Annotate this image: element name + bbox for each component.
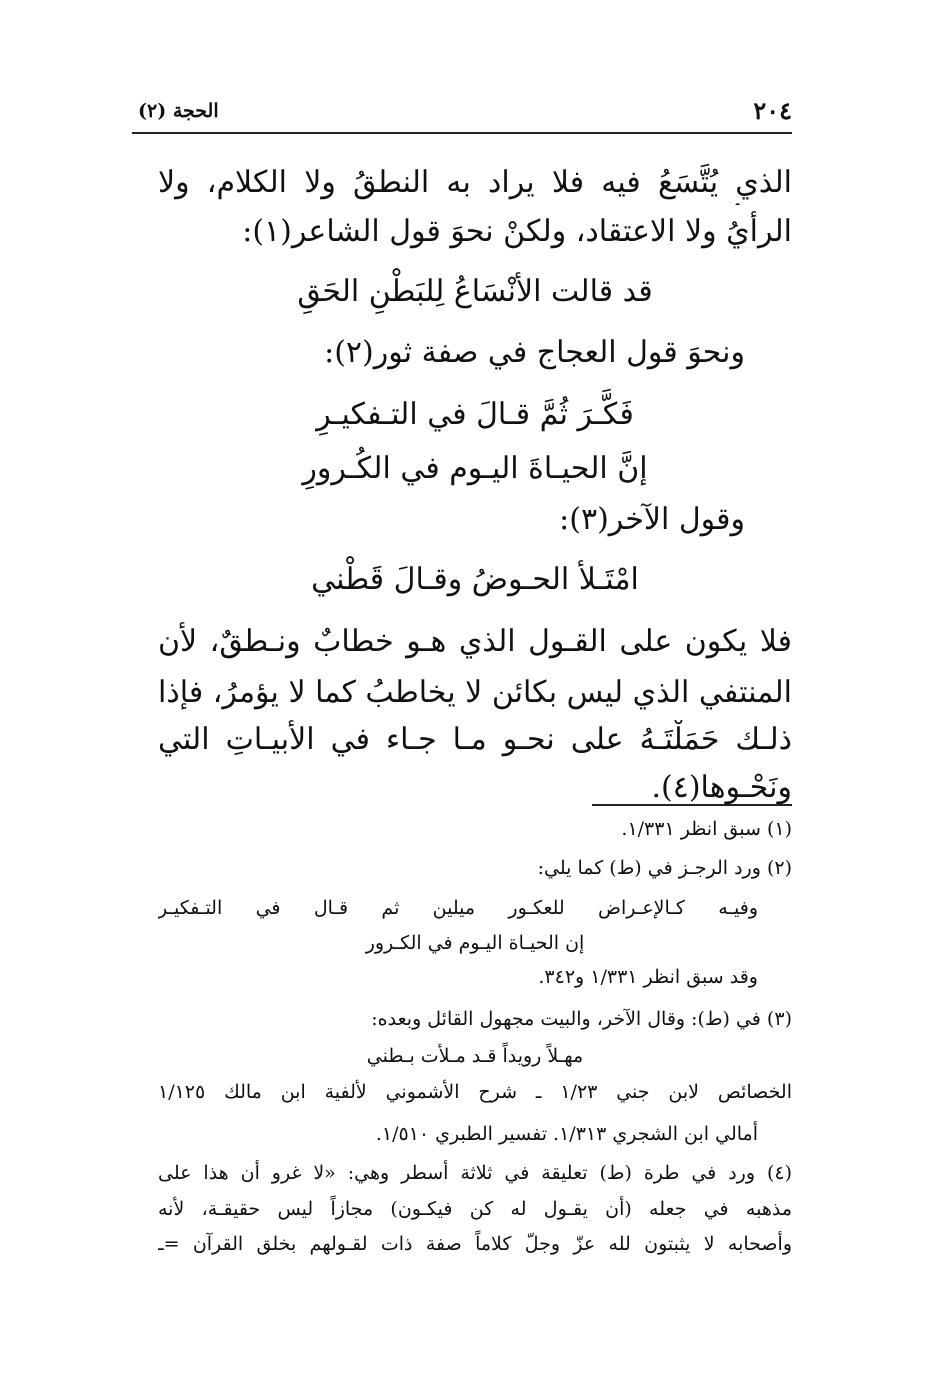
footnote-separator bbox=[592, 804, 792, 806]
footnote-3-ref-1: الخصائص لابن جني ١/٢٣ ـ شرح الأشموني لألفية ابن مالك ١/١٢٥ bbox=[158, 1081, 792, 1103]
footnote-1: (١) سبق انظر ١/٣٣١. bbox=[621, 818, 792, 840]
body-line-4: وقول الآخر(٣): bbox=[559, 502, 745, 537]
verse-line-4: امْتَـلأ الحـوضُ وقـالَ قَطْني bbox=[311, 562, 639, 597]
footnote-2-verse-1: وفيـه كـالإعـراض للعكـور ميلين ثم قـال في التـفكيـر bbox=[158, 897, 758, 919]
body-line-6: المنتفي الذي ليس بكائن لا يخاطبُ كما لا يؤمرُ، فإذا bbox=[158, 675, 792, 710]
body-line-1: الذي يُتَّسَعُ فيه فلا يراد به النطقُ ولا الكلام، ولا bbox=[158, 165, 792, 200]
verse-line-3: إنَّ الحيـاةَ اليـوم في الكُـرورِ bbox=[302, 451, 648, 486]
footnote-2: (٢) ورد الرجـز في (ط) كما يلي: bbox=[537, 857, 792, 879]
footnote-3-ref-2: أمالي ابن الشجري ١/٣١٣. تفسير الطبري ١/٥١٠. bbox=[375, 1123, 758, 1145]
page-number: ٢٠٤ bbox=[753, 96, 792, 125]
page-header bbox=[132, 92, 792, 134]
footnote-2-ref: وقد سبق انظر ١/٣٣١ و٣٤٢. bbox=[538, 966, 758, 988]
body-line-8: ونَحْـوها(٤). bbox=[651, 770, 792, 805]
body-line-7: ذلـك حَمَلْتَـهُ على نحـو مـا جـاء في الأبيـاتِ التي bbox=[158, 722, 792, 757]
footnote-4-line-2: مذهبه في جعله (أن يقـول له كن فيكـون) مجازاً ليس حقيقـة، لأنه bbox=[158, 1198, 792, 1220]
verse-line-2: فَكَّـرَ ثُمَّ قـالَ في التـفكيـرِ bbox=[316, 397, 634, 432]
footnote-4-line-1: (٤) ورد في طرة (ط) تعليقة في ثلاثة أسطر وهي: «لا غرو أن هذا على bbox=[158, 1162, 792, 1184]
footnote-3-verse: مهـلاً رويداً قـد مـلأت بـطني bbox=[366, 1045, 584, 1067]
footnote-3: (٣) في (ط): وقال الآخر، والبيت مجهول القائل وبعده: bbox=[371, 1008, 792, 1030]
footnote-4-line-3: وأصحابه لا يثبتون لله عزّ وجلّ كلاماً صفة ذات لقـولهم بخلق القرآن =ـ bbox=[158, 1233, 792, 1255]
footnote-2-verse-2: إن الحيـاة اليـوم في الكـرور bbox=[365, 932, 585, 954]
body-line-2: الرأيُ ولا الاعتقاد، ولكنْ نحوَ قول الشاعر(١): bbox=[242, 214, 792, 249]
body-line-3: ونحوَ قول العجاج في صفة ثور(٢): bbox=[324, 335, 745, 370]
verse-line-1: قد قالت الأنْسَاعُ لِلبَطْنِ الحَقِ bbox=[297, 274, 653, 309]
body-line-5: فلا يكون على القـول الذي هـو خطابٌ ونـطقٌ، لأن bbox=[158, 624, 792, 659]
running-title: الحجة (٢) bbox=[138, 100, 219, 122]
